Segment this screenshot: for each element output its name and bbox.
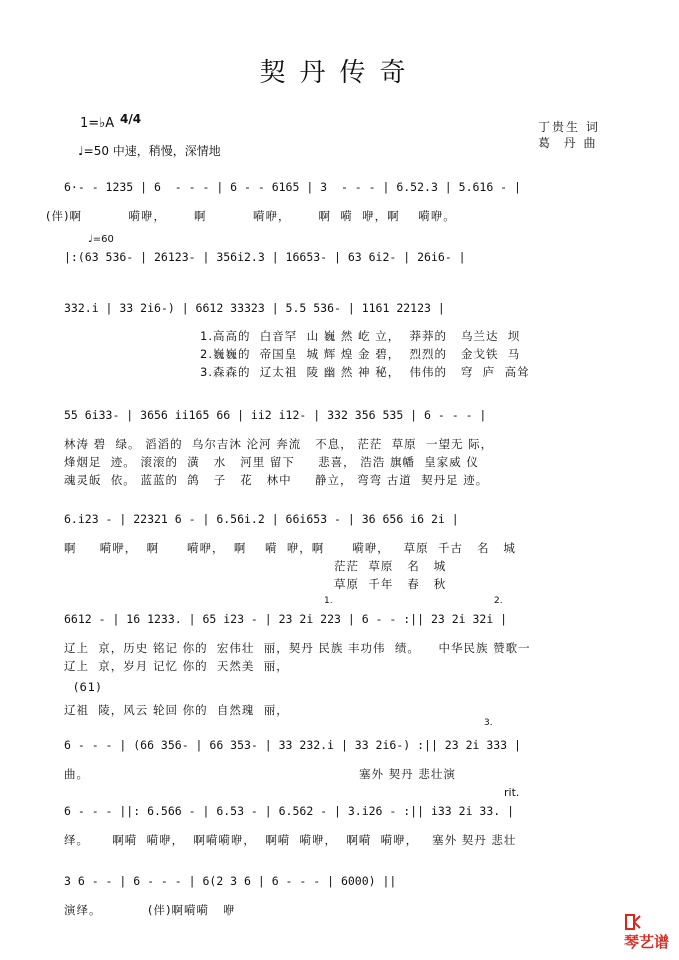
logo-text: 琴艺谱 (623, 933, 669, 951)
tempo-marking: ♩=50 中速，稍慢，深情地 (78, 144, 221, 158)
score-system-4-lyrics-verse2: 烽烟足 迹。 滚滚的 潢 水 河里 留下 悲喜， 浩浩 旗幡 皇家威 仪 (64, 455, 479, 469)
score-system-6-lyrics-verse3: 辽祖 陵，风云 轮回 你的 自然瑰 丽， (64, 703, 289, 717)
score-system-6-lyrics-verse2: 辽上 京，岁月 记忆 你的 天然美 丽， (64, 659, 289, 673)
logo-icon (624, 913, 642, 931)
score-system-5-lyrics-3: 草原 千年 春 秋 (64, 577, 447, 591)
score-system-3-notes: 332.i | 33 2i6-) | 6612 33323 | 5.5 536- | 1161 22123 | (64, 301, 445, 315)
volta-1: 1. (324, 596, 333, 606)
tempo-change: ♩=60 (88, 234, 114, 245)
score-system-1-lyrics: (伴)啊 嗬咿， 啊 嗬咿， 啊 嗬 咿，啊 嗬咿。 (46, 209, 456, 223)
score-system-2-notes: |:(63 536- | 26123- | 356i2.3 | 16653- | 63 6i2- | 26i6- | (64, 250, 466, 264)
score-system-7-lyrics: 曲。 塞外 契丹 悲壮演 (64, 767, 456, 781)
score-system-8-notes: 6 - - - ||: 6.566 - | 6.53 - | 6.562 - | 3.i26 - :|| i33 2i 33. | (64, 804, 515, 818)
volta-3: 3. (484, 718, 493, 728)
score-system-1-notes: 6·- - 1235 | 6 - - - | 6 - - 6165 | 3 - - - | 6.52.3 | 5.616 - | (64, 180, 521, 194)
score-system-6-notes: 6612 - | 16 1233. | 65 i23 - | 23 2i 223 | 6 - - :|| 23 2i 32i | (64, 612, 508, 626)
score-system-3-lyrics-verse2: 2.巍巍的 帝国皇 城 辉 煌 金 碧， 烈烈的 金戈铁 马 (200, 347, 521, 361)
rit-mark: rit. (504, 786, 520, 799)
lyricist-credit: 丁贵生 词 (538, 120, 600, 134)
key-signature: 1=♭A (80, 116, 115, 131)
score-system-6-alt-notes: (61) (74, 680, 102, 694)
page-title: 契丹传奇 (259, 58, 420, 88)
score-system-3-lyrics-verse3: 3.森森的 辽太祖 陵 幽 然 神 秘， 伟伟的 穹 庐 高耸 (200, 365, 530, 379)
score-system-5-lyrics-1: 啊 嗬咿， 啊 嗬咿， 啊 嗬 咿，啊 嗬咿， 草原 千古 名 城 (64, 541, 516, 555)
site-logo (614, 895, 669, 953)
score-system-3-lyrics-verse1: 1.高高的 白音罕 山 巍 然 屹 立， 莽莽的 乌兰达 坝 (200, 329, 521, 343)
score-system-8-lyrics: 绎。 啊嗬 嗬咿， 啊嗬嗬咿， 啊嗬 嗬咿， 啊嗬 嗬咿， 塞外 契丹 悲壮 (64, 833, 517, 847)
score-system-4-lyrics-verse1: 林涛 碧 绿。 滔滔的 乌尔吉沐 沦河 奔流 不息， 茫茫 草原 一望无 际， (64, 437, 494, 451)
score-system-6-lyrics-verse1: 辽上 京，历史 铭记 你的 宏伟壮 丽，契丹 民族 丰功伟 绩。 中华民族 赞歌一 (64, 641, 531, 655)
score-system-9-lyrics: 演绎。 (伴)啊嗬嗬 咿 (64, 903, 236, 917)
score-system-9-notes: 3 6 - - | 6 - - - | 6(2 3 6 | 6 - - - | 6000) || (64, 874, 397, 888)
score-system-7-notes: 6 - - - | (66 356- | 66 353- | 33 232.i | 33 2i6-) :|| 23 2i 333 | (64, 738, 521, 752)
volta-2: 2. (494, 596, 503, 606)
score-system-5-notes: 6.i23 - | 22321 6 - | 6.56i.2 | 66i653 - | 36 656 i6 2i | (64, 512, 459, 526)
score-system-4-lyrics-verse3: 魂灵皈 依。 蓝蓝的 鸽 子 花 林中 静立， 弯弯 古道 契丹足 迹。 (64, 473, 489, 487)
composer-credit: 葛 丹 曲 (538, 136, 598, 150)
time-signature: 4/4 (120, 112, 142, 126)
score-system-4-notes: 55 6i33- | 3656 ii165 66 | ii2 i12- | 332 356 535 | 6 - - - | (64, 408, 487, 422)
score-system-5-lyrics-2: 茫茫 草原 名 城 (64, 559, 447, 573)
